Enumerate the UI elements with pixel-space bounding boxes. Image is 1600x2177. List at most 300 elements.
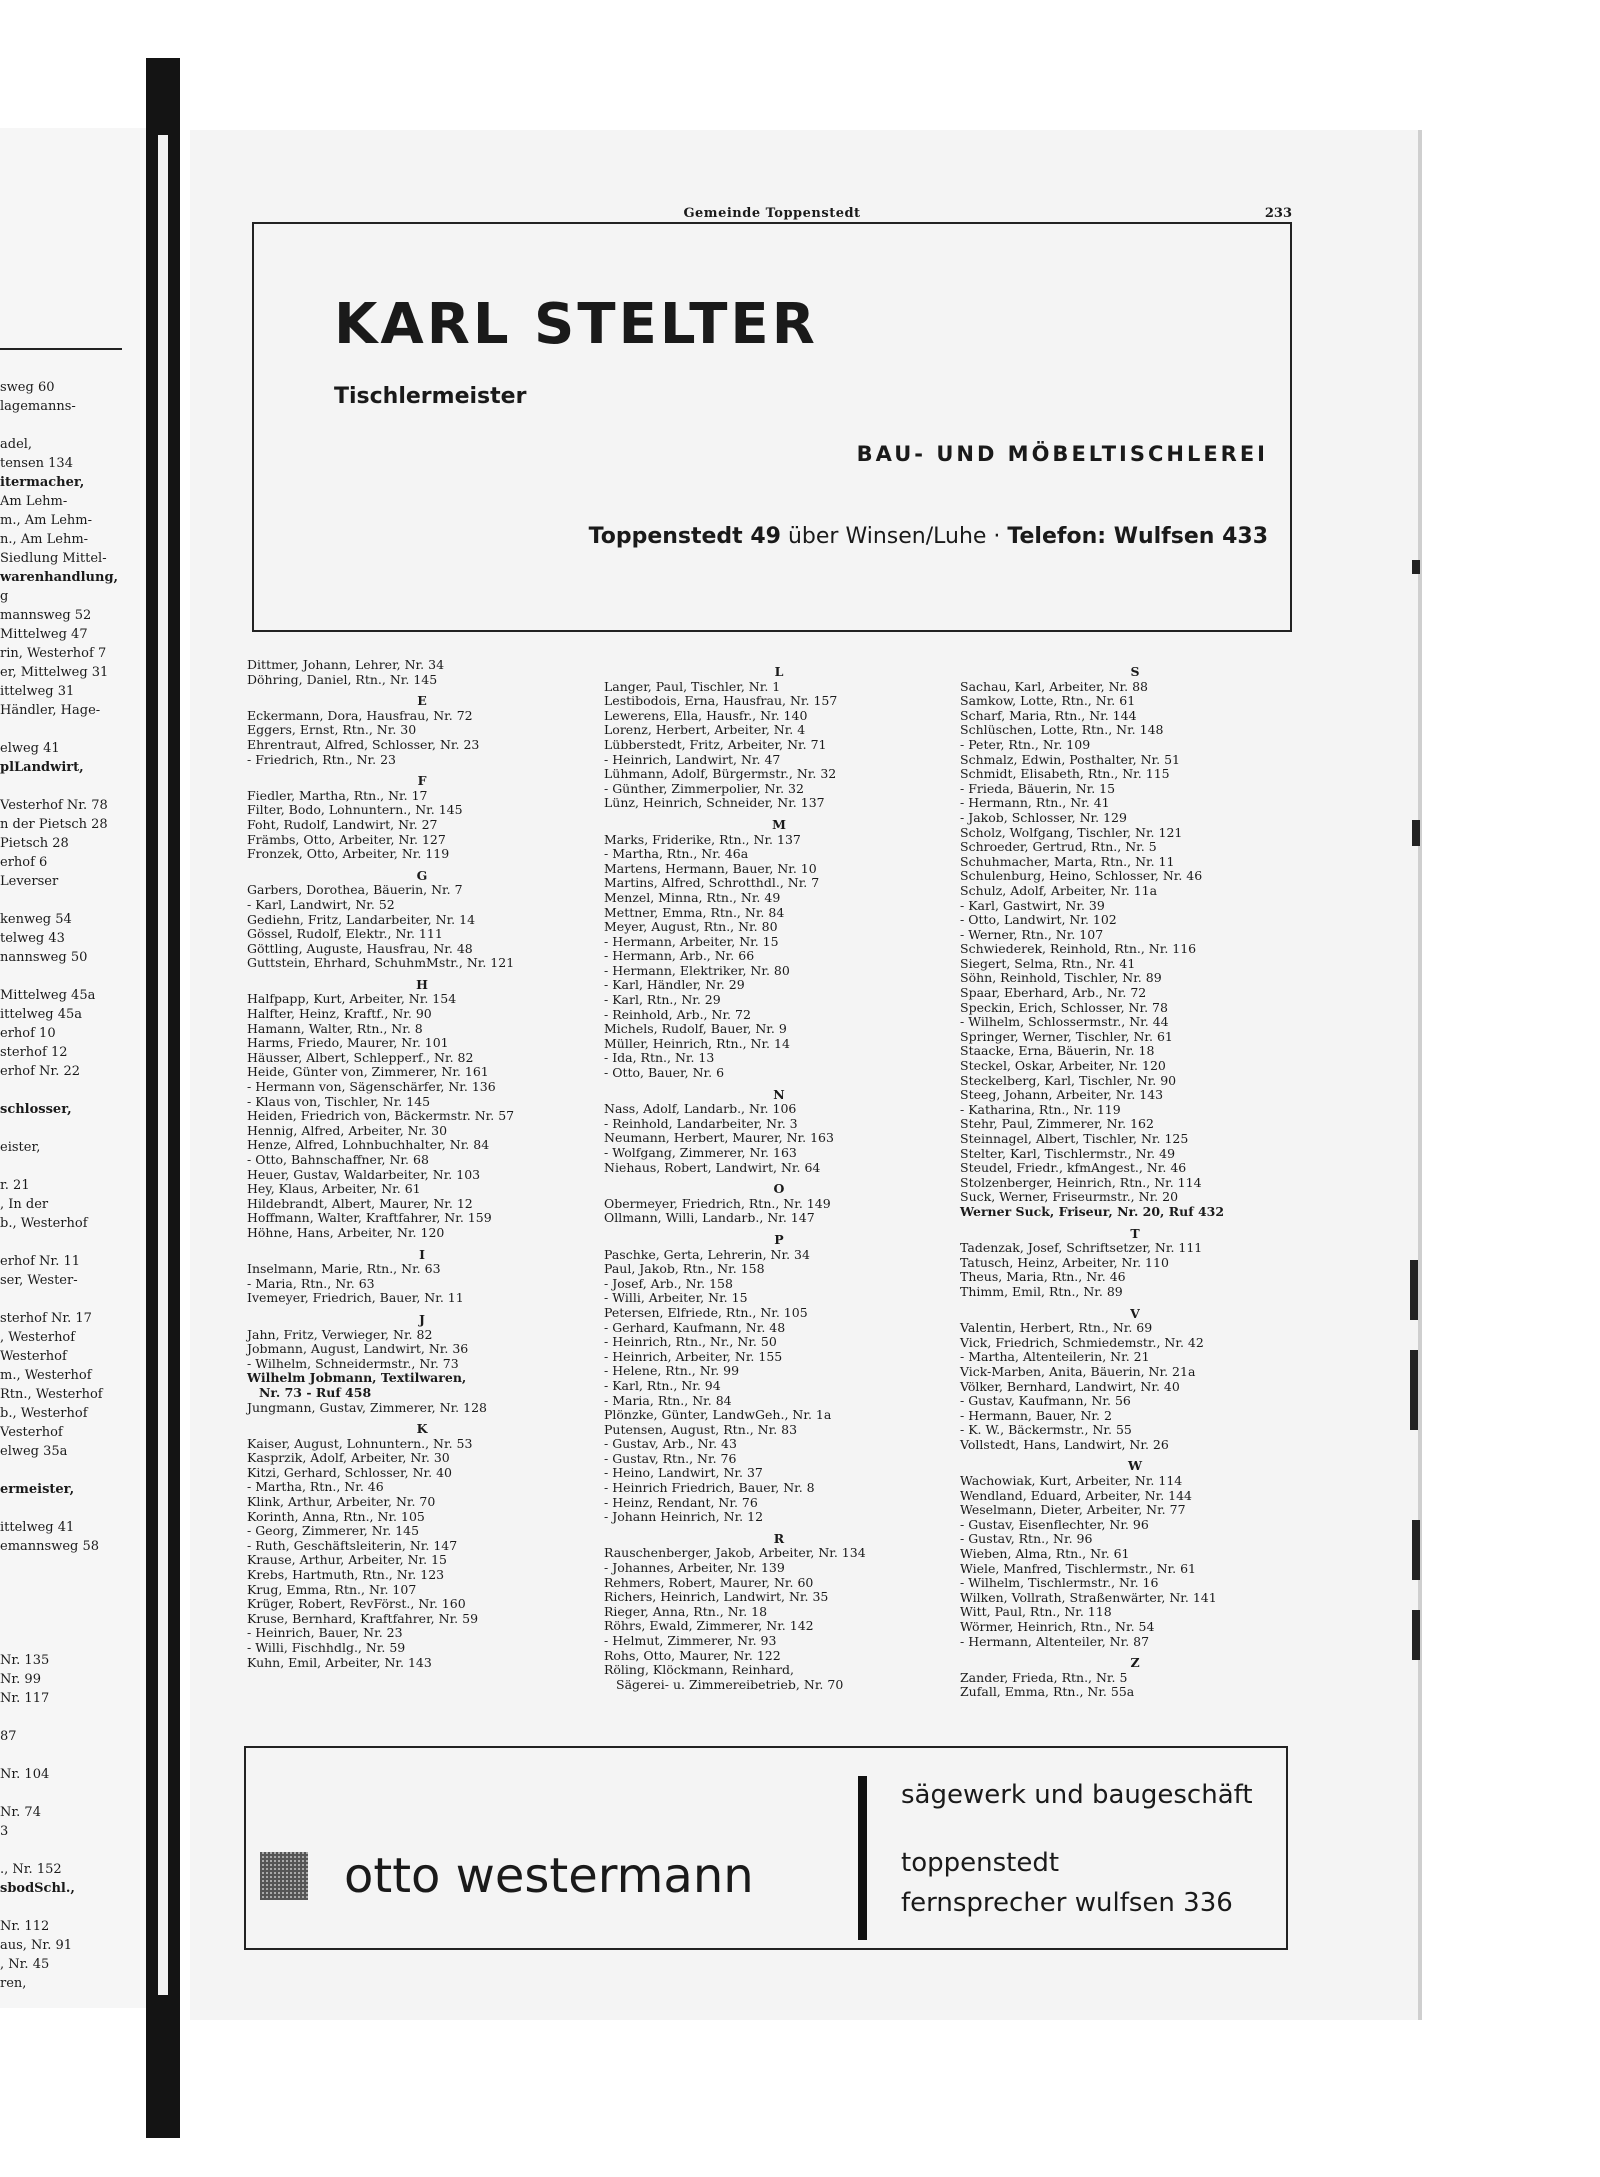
directory-entry: Obermeyer, Friedrich, Rtn., Nr. 149 [604,1195,831,1211]
directory-entry: Müller, Heinrich, Rtn., Nr. 14 [604,1035,790,1051]
facing-page-text [0,378,140,1993]
facing-page-line: m., Am Lehm- [0,513,92,528]
facing-page-line [0,1499,140,1518]
facing-page-line: ren, [0,1976,27,1991]
directory-entry: - Heinrich, Arbeiter, Nr. 155 [604,1348,783,1364]
directory-entry: - Heinz, Rendant, Nr. 76 [604,1494,758,1510]
section-letter: O [773,1181,785,1197]
facing-page-line: sterhof Nr. 17 [0,1311,92,1326]
facing-page-line: Nr. 99 [0,1672,41,1687]
directory-entry: Stehr, Paul, Zimmerer, Nr. 162 [960,1116,1154,1132]
directory-entry: Zander, Frieda, Rtn., Nr. 5 [960,1669,1128,1685]
directory-entry: - Karl, Landwirt, Nr. 52 [247,896,395,912]
directory-entry: Röhrs, Ewald, Zimmerer, Nr. 142 [604,1618,814,1634]
directory-entry: Weselmann, Dieter, Arbeiter, Nr. 77 [960,1502,1186,1518]
facing-page-line [0,1081,140,1100]
directory-entry: Meyer, August, Rtn., Nr. 80 [604,919,778,935]
facing-page-line: Rtn., Westerhof [0,1387,103,1402]
directory-entry: - Heinrich, Landwirt, Nr. 47 [604,751,781,767]
facing-page-line: Mittelweg 47 [0,627,88,642]
facing-page-line: n., Am Lehm- [0,532,89,547]
directory-entry: Gössel, Rudolf, Elektr., Nr. 111 [247,926,443,942]
directory-entry: Petersen, Elfriede, Rtn., Nr. 105 [604,1304,808,1320]
directory-entry: Tadenzak, Josef, Schriftsetzer, Nr. 111 [960,1240,1203,1256]
directory-entry: Vollstedt, Hans, Landwirt, Nr. 26 [960,1436,1169,1452]
directory-entry: Suck, Werner, Friseurmstr., Nr. 20 [960,1189,1179,1205]
directory-entry: Heiden, Friedrich von, Bäckermstr. Nr. 57 [247,1108,515,1124]
directory-entry: - Otto, Bauer, Nr. 6 [604,1065,725,1081]
directory-entry: - Katharina, Rtn., Nr. 119 [960,1101,1121,1117]
facing-page-line: sweg 60 [0,380,55,395]
facing-page-line [0,1290,140,1309]
directory-entry: Kruse, Bernhard, Kraftfahrer, Nr. 59 [247,1610,479,1626]
directory-entry: - Helmut, Zimmerer, Nr. 93 [604,1633,777,1648]
facing-page-line [0,1613,140,1632]
facing-page-line: rin, Westerhof 7 [0,646,107,661]
directory-entry: Inselmann, Marie, Rtn., Nr. 63 [247,1261,441,1277]
directory-entry: Michels, Rudolf, Bauer, Nr. 9 [604,1021,787,1037]
facing-page-line: Leverser [0,874,59,889]
facing-page-line [0,1575,140,1594]
directory-entry: Martins, Alfred, Schrotthdl., Nr. 7 [604,875,820,891]
directory-entry: Samkow, Lotte, Rtn., Nr. 61 [960,693,1136,709]
directory-entry: Halfpapp, Kurt, Arbeiter, Nr. 154 [247,991,457,1007]
directory-entry: - Gustav, Arb., Nr. 43 [604,1436,737,1452]
directory-entry: Ollmann, Willi, Landarb., Nr. 147 [604,1210,815,1226]
directory-entry: - Willi, Fischhdlg., Nr. 59 [247,1640,406,1655]
facing-page-line [0,1841,140,1860]
facing-page-line [0,1233,140,1252]
scan-mark [1412,560,1420,574]
directory-entry: Putensen, August, Rtn., Nr. 83 [604,1421,798,1437]
separator: · [986,524,1008,549]
directory-entry: - Hermann, Altenteiler, Nr. 87 [960,1633,1150,1649]
directory-entry: Steudel, Friedr., kfmAngest., Nr. 46 [960,1160,1187,1176]
facing-page-line [0,720,140,739]
facing-page-line: telweg 43 [0,931,65,946]
directory-entry: Jungmann, Gustav, Zimmerer, Nr. 128 [247,1399,487,1415]
directory-entry: Richers, Heinrich, Landwirt, Nr. 35 [604,1589,829,1605]
facing-page-line: r. 21 [0,1178,30,1193]
directory-entry: Schmalz, Edwin, Posthalter, Nr. 51 [960,751,1181,767]
section-letter: G [416,867,428,883]
directory-entry: Rehmers, Robert, Maurer, Nr. 60 [604,1574,814,1590]
directory-entry: Neumann, Herbert, Maurer, Nr. 163 [604,1130,834,1146]
facing-page-line: b., Westerhof [0,1216,88,1231]
page-number: 233 [1264,206,1292,221]
directory-entry: - K. W., Bäckermstr., Nr. 55 [960,1422,1132,1438]
facing-page-line: Westerhof [0,1349,67,1364]
advertisement-otto-westermann [244,1746,1288,1950]
directory-entry: Krebs, Hartmuth, Rtn., Nr. 123 [247,1567,445,1583]
advertiser-town: toppenstedt [901,1848,1060,1878]
directory-entry: Nr. 73 - Ruf 458 [259,1384,372,1400]
facing-page-line: erhof Nr. 11 [0,1254,81,1269]
directory-entry: Niehaus, Robert, Landwirt, Nr. 64 [604,1159,821,1175]
directory-entry: - Wilhelm, Tischlermstr., Nr. 16 [960,1575,1159,1591]
directory-entry: - Hermann, Arb., Nr. 66 [604,948,755,964]
directory-entry: Paschke, Gerta, Lehrerin, Nr. 34 [604,1246,810,1262]
directory-entry: - Maria, Rtn., Nr. 84 [604,1392,732,1408]
directory-entry: Langer, Paul, Tischler, Nr. 1 [604,678,781,694]
directory-entry: Kasprzik, Adolf, Arbeiter, Nr. 30 [247,1450,450,1466]
directory-entry: - Ruth, Geschäftsleiterin, Nr. 147 [247,1537,458,1553]
directory-entry: - Karl, Rtn., Nr. 29 [604,992,721,1008]
facing-page-line: lagemanns- [0,399,76,414]
directory-entry: Heuer, Gustav, Waldarbeiter, Nr. 103 [247,1166,481,1182]
directory-entry: Hoffmann, Walter, Kraftfahrer, Nr. 159 [247,1210,492,1226]
directory-entry: Krüger, Robert, RevFörst., Nr. 160 [247,1596,466,1612]
facing-page-line: b., Westerhof [0,1406,88,1421]
directory-entry: - Hermann, Rtn., Nr. 41 [960,795,1110,811]
advertiser-name: otto westermann [344,1848,754,1904]
facing-page-line: kenweg 54 [0,912,72,927]
directory-column-1 [247,658,597,1670]
directory-entry: - Willi, Arbeiter, Nr. 15 [604,1290,748,1306]
directory-entry: Lübberstedt, Fritz, Arbeiter, Nr. 71 [604,736,827,752]
directory-entry: Menzel, Minna, Rtn., Nr. 49 [604,889,781,905]
directory-entry: - Karl, Rtn., Nr. 94 [604,1377,721,1393]
directory-entry: Krug, Emma, Rtn., Nr. 107 [247,1581,417,1597]
directory-entry: Filter, Bodo, Lohnuntern., Nr. 145 [247,802,463,818]
facing-page-line: g [0,589,9,604]
directory-entry: Henze, Alfred, Lohnbuchhalter, Nr. 84 [247,1137,490,1153]
directory-entry: Garbers, Dorothea, Bäuerin, Nr. 7 [247,882,463,898]
directory-entry: Jahn, Fritz, Verwieger, Nr. 82 [247,1326,433,1342]
advertiser-phone: fernsprecher wulfsen 336 [901,1888,1233,1918]
facing-page-line [0,1461,140,1480]
facing-page-line: er, Mittelweg 31 [0,665,109,680]
directory-entry: Schuhmacher, Marta, Rtn., Nr. 11 [960,853,1175,869]
directory-entry: Wilhelm Jobmann, Textilwaren, [247,1370,467,1386]
facing-page-line [0,1594,140,1613]
directory-entry: - Heinrich Friedrich, Bauer, Nr. 8 [604,1480,815,1496]
section-letter: N [773,1086,785,1102]
directory-entry: - Werner, Rtn., Nr. 107 [960,926,1104,942]
facing-page-line: Nr. 74 [0,1805,41,1820]
facing-page-line: Händler, Hage- [0,703,101,718]
directory-entry: Fronzek, Otto, Arbeiter, Nr. 119 [247,846,450,862]
directory-entry: Werner Suck, Friseur, Nr. 20, Ruf 432 [960,1203,1225,1219]
section-letter: V [1130,1305,1140,1321]
directory-entry: Schlüschen, Lotte, Rtn., Nr. 148 [960,722,1164,738]
directory-entry: Scharf, Maria, Rtn., Nr. 144 [960,707,1137,723]
facing-page-line: ermeister, [0,1482,75,1497]
directory-entry: - Martha, Rtn., Nr. 46 [247,1479,384,1495]
facing-page-line: erhof 10 [0,1026,56,1041]
directory-entry: Kaiser, August, Lohnuntern., Nr. 53 [247,1435,473,1451]
directory-entry: Plönzke, Günter, LandwGeh., Nr. 1a [604,1407,832,1423]
facing-page-line: Mittelweg 45a [0,988,96,1003]
directory-entry: Lorenz, Herbert, Arbeiter, Nr. 4 [604,722,806,738]
directory-entry: Hildebrandt, Albert, Maurer, Nr. 12 [247,1195,473,1211]
directory-entry: Schulz, Adolf, Arbeiter, Nr. 11a [960,882,1158,898]
facing-page-line: Nr. 104 [0,1767,50,1782]
directory-entry: - Reinhold, Arb., Nr. 72 [604,1006,751,1022]
directory-entry: - Hermann, Arbeiter, Nr. 15 [604,933,779,949]
directory-entry: Wachowiak, Kurt, Arbeiter, Nr. 114 [960,1473,1183,1489]
directory-column-3 [960,658,1310,1700]
directory-entry: Främbs, Otto, Arbeiter, Nr. 127 [247,831,446,847]
directory-entry: Foht, Rudolf, Landwirt, Nr. 27 [247,816,438,832]
directory-entry: - Otto, Bahnschaffner, Nr. 68 [247,1152,429,1167]
facing-page-line: tensen 134 [0,456,73,471]
section-letter: R [773,1530,785,1546]
directory-entry: Halfter, Heinz, Kraftf., Nr. 90 [247,1006,432,1022]
directory-entry: - Jakob, Schlosser, Nr. 129 [960,809,1127,825]
grid-logo-icon [260,1852,308,1900]
directory-entry: Völker, Bernhard, Landwirt, Nr. 40 [960,1378,1180,1394]
directory-entry: Steckel, Oskar, Arbeiter, Nr. 120 [960,1058,1166,1074]
directory-entry: Krause, Arthur, Arbeiter, Nr. 15 [247,1552,448,1568]
facing-page-line: ., Nr. 152 [0,1862,62,1877]
directory-entry: Stolzenberger, Heinrich, Rtn., Nr. 114 [960,1174,1202,1190]
facing-page-line: warenhandlung, [0,570,119,585]
section-letter: L [774,664,784,679]
section-letter: Z [1130,1655,1140,1671]
directory-entry: - Johannes, Arbeiter, Nr. 139 [604,1560,785,1576]
scan-mark [1410,1260,1418,1320]
directory-entry: - Gustav, Kaufmann, Nr. 56 [960,1393,1131,1409]
section-letter: I [419,1246,425,1262]
directory-entry: - Georg, Zimmerer, Nr. 145 [247,1523,420,1539]
facing-page-line [0,1556,140,1575]
directory-entry: Hey, Klaus, Arbeiter, Nr. 61 [247,1181,421,1197]
directory-entry: - Reinhold, Landarbeiter, Nr. 3 [604,1115,798,1131]
directory-entry: Guttstein, Ehrhard, SchuhmMstr., Nr. 121 [247,955,515,971]
facing-page-line: , In der [0,1197,49,1212]
directory-entry: Schulenburg, Heino, Schlosser, Nr. 46 [960,868,1203,884]
directory-entry: - Frieda, Bäuerin, Nr. 15 [960,780,1116,796]
directory-entry: Zufall, Emma, Rtn., Nr. 55a [960,1684,1135,1700]
directory-entry: - Hermann, Bauer, Nr. 2 [960,1407,1112,1423]
divider-bar [858,1776,867,1940]
advertiser-name: KARL STELTER [334,292,818,357]
address-rest: über Winsen/Luhe [780,524,987,549]
directory-entry: Kitzi, Gerhard, Schlosser, Nr. 40 [247,1464,452,1480]
directory-entry: Harms, Friedo, Maurer, Nr. 101 [247,1035,449,1051]
facing-page-line: schlosser, [0,1102,72,1117]
directory-entry: Wendland, Eduard, Arbeiter, Nr. 144 [960,1487,1192,1503]
directory-entry: Wilken, Vollrath, Straßenwärter, Nr. 141 [960,1589,1217,1605]
directory-entry: Dittmer, Johann, Lehrer, Nr. 34 [247,657,445,672]
directory-entry: - Gustav, Rtn., Nr. 96 [960,1531,1093,1547]
directory-entry: Häusser, Albert, Schlepperf., Nr. 82 [247,1049,474,1065]
facing-page-line: ittelweg 45a [0,1007,83,1022]
directory-entry: Staacke, Erna, Bäuerin, Nr. 18 [960,1043,1155,1059]
facing-page-line: Nr. 135 [0,1653,50,1668]
address-bold: Toppenstedt 49 [588,524,781,549]
facing-page-line: sbodSchl., [0,1881,75,1896]
section-letter: H [416,976,428,992]
directory-entry: Gediehn, Fritz, Landarbeiter, Nr. 14 [247,911,476,927]
directory-column-2 [604,658,954,1692]
section-letter: F [417,773,427,789]
facing-page-line [0,777,140,796]
directory-entry: - Helene, Rtn., Nr. 99 [604,1363,740,1379]
directory-entry: Speckin, Erich, Schlosser, Nr. 78 [960,999,1168,1015]
directory-entry: Söhn, Reinhold, Tischler, Nr. 89 [960,970,1162,986]
directory-entry: - Otto, Landwirt, Nr. 102 [960,912,1117,928]
directory-entry: - Gerhard, Kaufmann, Nr. 48 [604,1319,786,1335]
directory-entry: Klink, Arthur, Arbeiter, Nr. 70 [247,1494,436,1510]
facing-page-line: ser, Wester- [0,1273,78,1288]
facing-page-line [0,1632,140,1651]
directory-entry: Lestibodois, Erna, Hausfrau, Nr. 157 [604,693,838,709]
section-letter: K [416,1421,428,1437]
directory-entry: Schmidt, Elisabeth, Rtn., Nr. 115 [960,766,1170,782]
directory-entry: Rieger, Anna, Rtn., Nr. 18 [604,1603,768,1619]
facing-page-line: m., Westerhof [0,1368,92,1383]
directory-entry: Ivemeyer, Friedrich, Bauer, Nr. 11 [247,1290,464,1306]
directory-entry: Nass, Adolf, Landarb., Nr. 106 [604,1101,797,1117]
phone: Telefon: Wulfsen 433 [1007,524,1268,549]
directory-entry: - Heino, Landwirt, Nr. 37 [604,1465,763,1481]
scan-mark [1410,1350,1418,1430]
facing-page-line [0,416,140,435]
directory-entry: - Gustav, Rtn., Nr. 76 [604,1450,737,1466]
facing-page-line [0,1784,140,1803]
facing-page-line: ittelweg 31 [0,684,75,699]
facing-page-line: nannsweg 50 [0,950,88,965]
advertisement-karl-stelter [252,222,1292,632]
directory-entry: Steckelberg, Karl, Tischler, Nr. 90 [960,1072,1177,1088]
directory-entry: Theus, Maria, Rtn., Nr. 46 [960,1269,1126,1285]
facing-page-line: plLandwirt, [0,760,84,775]
advertiser-contact [589,524,1268,549]
directory-entry: Rohs, Otto, Maurer, Nr. 122 [604,1647,781,1663]
directory-entry: - Josef, Arb., Nr. 158 [604,1275,733,1291]
directory-entry: Mettner, Emma, Rtn., Nr. 84 [604,904,785,920]
directory-entry: Scholz, Wolfgang, Tischler, Nr. 121 [960,824,1183,840]
facing-page-line: erhof Nr. 22 [0,1064,81,1079]
directory-entry: Witt, Paul, Rtn., Nr. 118 [960,1604,1112,1620]
directory-entry: - Hermann von, Sägenschärfer, Nr. 136 [247,1079,496,1095]
section-letter: S [1130,664,1140,679]
section-letter: W [1127,1458,1143,1474]
facing-page-line: , Westerhof [0,1330,76,1345]
directory-entry: Wörmer, Heinrich, Rtn., Nr. 54 [960,1619,1155,1634]
facing-page-line: mannsweg 52 [0,608,92,623]
facing-page-line: 3 [0,1824,9,1839]
scan-mark [1412,1520,1420,1580]
directory-entry: Eckermann, Dora, Hausfrau, Nr. 72 [247,707,473,723]
facing-page-line: aus, Nr. 91 [0,1938,73,1953]
directory-entry: - Wilhelm, Schlossermstr., Nr. 44 [960,1014,1169,1030]
directory-entry: Spaar, Eberhard, Arb., Nr. 72 [960,985,1147,1001]
directory-entry: Wiele, Manfred, Tischlermstr., Nr. 61 [960,1560,1196,1576]
directory-entry: Sachau, Karl, Arbeiter, Nr. 88 [960,678,1148,694]
facing-page-line: 87 [0,1729,17,1744]
facing-page-line: Nr. 117 [0,1691,50,1706]
facing-page-line [0,1119,140,1138]
directory-entry: - Martha, Altenteilerin, Nr. 21 [960,1349,1150,1365]
directory-entry: Stelter, Karl, Tischlermstr., Nr. 49 [960,1145,1176,1161]
directory-entry: Göttling, Auguste, Hausfrau, Nr. 48 [247,940,473,956]
facing-page-line [0,1746,140,1765]
directory-entry: Valentin, Herbert, Rtn., Nr. 69 [960,1320,1153,1336]
page-header-title: Gemeinde Toppenstedt [683,206,861,221]
directory-entry: Eggers, Ernst, Rtn., Nr. 30 [247,722,417,738]
directory-entry: Höhne, Hans, Arbeiter, Nr. 120 [247,1224,445,1240]
book-gutter [158,135,168,1995]
directory-entry: - Wolfgang, Zimmerer, Nr. 163 [604,1145,797,1160]
directory-entry: Springer, Werner, Tischler, Nr. 61 [960,1028,1173,1044]
directory-entry: - Günther, Zimmerpolier, Nr. 32 [604,780,804,796]
facing-page-line: Am Lehm- [0,494,68,509]
directory-entry: Kuhn, Emil, Arbeiter, Nr. 143 [247,1654,432,1670]
directory-entry: Döhring, Daniel, Rtn., Nr. 145 [247,671,438,687]
directory-entry: - Martha, Rtn., Nr. 46a [604,846,749,862]
directory-entry: Hennig, Alfred, Arbeiter, Nr. 30 [247,1122,448,1138]
directory-entry: Vick, Friedrich, Schmiedemstr., Nr. 42 [960,1334,1204,1350]
facing-page-line: Siedlung Mittel- [0,551,107,566]
directory-entry: - Ida, Rtn., Nr. 13 [604,1050,715,1066]
facing-page-line [0,1157,140,1176]
facing-page-line: Vesterhof [0,1425,63,1440]
directory-entry: Schroeder, Gertrud, Rtn., Nr. 5 [960,839,1157,855]
advertiser-trade: Tischlermeister [334,384,527,409]
facing-page-line: , Nr. 45 [0,1957,50,1972]
facing-page-rule [0,348,122,350]
facing-page-line: emannsweg 58 [0,1539,100,1554]
directory-entry: - Maria, Rtn., Nr. 63 [247,1275,375,1291]
facing-page-line [0,891,140,910]
advertiser-business: BAU- UND MÖBELTISCHLEREI [856,442,1268,466]
directory-entry: Röling, Klöckmann, Reinhard, [604,1662,795,1678]
facing-page-line [0,1708,140,1727]
directory-entry: Lünz, Heinrich, Schneider, Nr. 137 [604,795,825,811]
scan-mark [1412,820,1420,846]
directory-entry: - Heinrich, Rtn., Nr., Nr. 50 [604,1334,777,1350]
directory-entry: Fiedler, Martha, Rtn., Nr. 17 [247,787,428,803]
directory-entry: Ehrentraut, Alfred, Schlosser, Nr. 23 [247,736,480,752]
directory-entry: - Klaus von, Tischler, Nr. 145 [247,1093,431,1109]
directory-entry: Tatusch, Heinz, Arbeiter, Nr. 110 [960,1254,1169,1270]
directory-entry: - Karl, Gastwirt, Nr. 39 [960,897,1105,913]
facing-page-line [0,1898,140,1917]
directory-entry: Hamann, Walter, Rtn., Nr. 8 [247,1020,423,1036]
section-letter: J [419,1311,425,1327]
section-letter: T [1130,1225,1140,1241]
directory-entry: Schwiederek, Reinhold, Rtn., Nr. 116 [960,941,1197,957]
section-letter: P [774,1231,784,1247]
directory-entry: Korinth, Anna, Rtn., Nr. 105 [247,1508,425,1524]
directory-entry: Lewerens, Ella, Hausfr., Nr. 140 [604,707,808,723]
directory-entry: Paul, Jakob, Rtn., Nr. 158 [604,1261,765,1277]
directory-entry: - Johann Heinrich, Nr. 12 [604,1509,764,1525]
directory-entry: Steeg, Johann, Arbeiter, Nr. 143 [960,1087,1164,1103]
facing-page-line [0,967,140,986]
directory-entry: Jobmann, August, Landwirt, Nr. 36 [247,1341,469,1357]
directory-entry: Rauschenberger, Jakob, Arbeiter, Nr. 134 [604,1545,866,1561]
directory-entry: Sägerei- u. Zimmereibetrieb, Nr. 70 [616,1676,844,1692]
facing-page-line: adel, [0,437,33,452]
directory-entry: - Heinrich, Bauer, Nr. 23 [247,1625,403,1641]
directory-entry: - Hermann, Elektriker, Nr. 80 [604,962,790,978]
facing-page-line: elweg 35a [0,1444,68,1459]
scan-mark [1412,1610,1420,1660]
directory-entry: - Peter, Rtn., Nr. 109 [960,736,1091,752]
facing-page-line: Vesterhof Nr. 78 [0,798,108,813]
advertiser-business: sägewerk und baugeschäft [901,1780,1253,1810]
facing-page-line: eister, [0,1140,41,1155]
facing-page-line: elweg 41 [0,741,60,756]
facing-page-line: Pietsch 28 [0,836,69,851]
directory-entry: - Friedrich, Rtn., Nr. 23 [247,751,397,767]
page-edge [1418,130,1422,2020]
directory-entry: Martens, Hermann, Bauer, Nr. 10 [604,860,817,876]
